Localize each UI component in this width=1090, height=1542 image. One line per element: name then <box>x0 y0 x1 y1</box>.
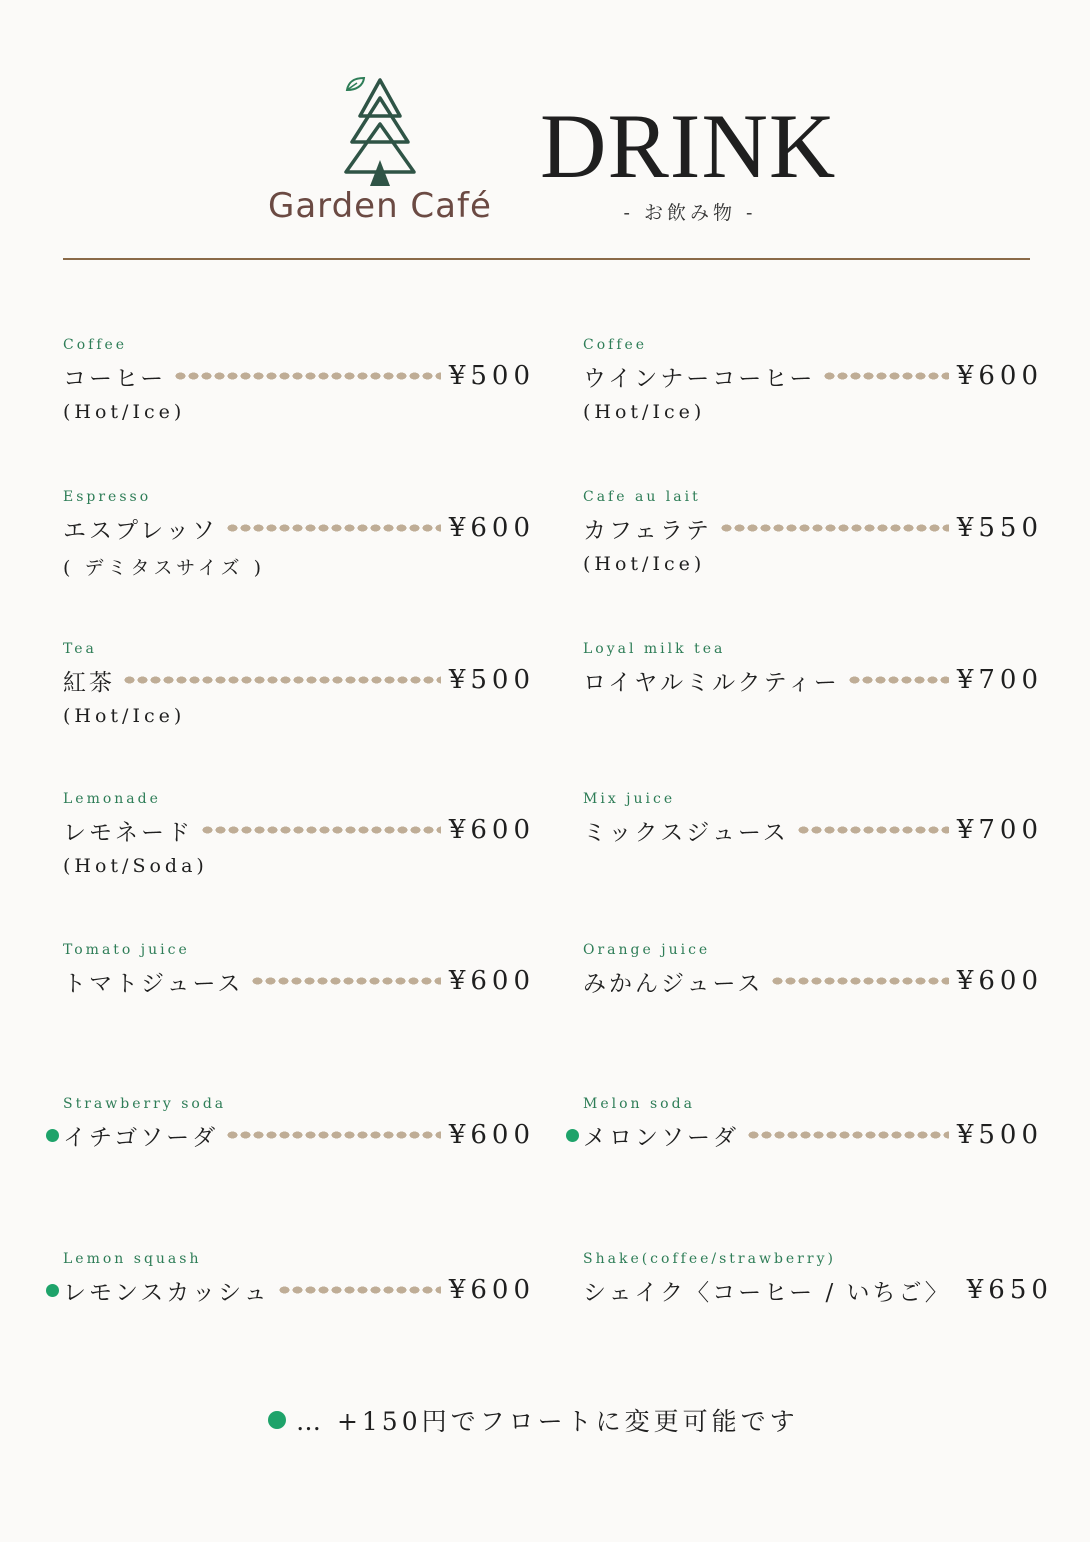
item-name: エスプレッソ <box>63 517 218 544</box>
dot-leader <box>226 524 441 532</box>
header-divider <box>63 258 1030 260</box>
item-note: (Hot/Ice) <box>63 401 186 423</box>
item-english-name: Coffee <box>63 337 128 353</box>
item-name: イチゴソーダ <box>63 1124 219 1151</box>
menu-item <box>63 489 535 599</box>
item-name: レモンスカッシュ <box>63 1279 270 1306</box>
menu-item <box>583 641 1043 751</box>
dot-leader <box>848 676 949 684</box>
menu-item <box>63 942 535 1052</box>
item-price: ¥500 <box>448 361 535 391</box>
item-price: ¥500 <box>448 665 535 695</box>
item-name: トマトジュース <box>63 970 244 997</box>
menu-item <box>46 1251 535 1361</box>
garden-cafe-logo <box>262 72 502 232</box>
dot-leader <box>174 372 441 380</box>
menu-item <box>63 337 535 447</box>
item-note: ( デミタスサイズ ) <box>63 557 266 579</box>
menu-item <box>46 1096 535 1206</box>
item-english-name: Shake(coffee/strawberry) <box>583 1251 836 1267</box>
menu-item <box>583 942 1043 1052</box>
item-english-name: Mix juice <box>583 791 676 807</box>
item-note: (Hot/Soda) <box>63 855 208 877</box>
item-price: ¥650 <box>966 1275 1053 1305</box>
item-english-name: Melon soda <box>583 1096 695 1112</box>
item-price: ¥600 <box>448 513 535 543</box>
menu-item <box>583 489 1043 599</box>
item-name: みかんジュース <box>583 970 764 997</box>
menu-subtitle: - お飲み物 - <box>623 202 757 224</box>
float-note-text: … +150円でフロートに変更可能です <box>296 1407 799 1436</box>
item-name: ウインナーコーヒー <box>583 365 816 392</box>
tree-icon <box>344 76 416 188</box>
item-english-name: Coffee <box>583 337 648 353</box>
item-price: ¥600 <box>956 966 1043 996</box>
menu-title: DRINK <box>540 95 837 197</box>
item-name: ロイヤルミルクティー <box>583 669 840 696</box>
item-price: ¥700 <box>956 815 1043 845</box>
item-english-name: Lemonade <box>63 791 161 807</box>
item-english-name: Tea <box>63 641 97 657</box>
item-name: コーヒー <box>63 365 167 392</box>
float-dot-icon <box>46 1284 59 1297</box>
item-english-name: Lemon squash <box>63 1251 202 1267</box>
item-name: シェイク〈コーヒー / いちご〉 <box>583 1279 951 1306</box>
menu-item <box>566 1096 1043 1206</box>
item-note: (Hot/Ice) <box>583 553 706 575</box>
menu-item <box>63 641 535 751</box>
item-english-name: Loyal milk tea <box>583 641 726 657</box>
dot-leader <box>823 372 948 380</box>
item-name: メロンソーダ <box>583 1124 739 1151</box>
brand-name: Garden Café <box>268 186 492 226</box>
menu-item <box>583 791 1043 901</box>
item-note: (Hot/Ice) <box>63 705 186 727</box>
dot-leader <box>278 1286 441 1294</box>
item-english-name: Cafe au lait <box>583 489 701 505</box>
float-dot-icon <box>46 1129 59 1142</box>
dot-leader <box>201 826 441 834</box>
item-english-name: Strawberry soda <box>63 1096 227 1112</box>
float-dot-icon <box>268 1411 286 1429</box>
dot-leader <box>747 1131 949 1139</box>
item-name: レモネード <box>63 819 193 846</box>
item-price: ¥600 <box>448 1120 535 1150</box>
item-price: ¥500 <box>956 1120 1043 1150</box>
float-dot-icon <box>566 1129 579 1142</box>
item-name: カフェラテ <box>583 517 712 544</box>
dot-leader <box>720 524 949 532</box>
float-note <box>268 1402 799 1438</box>
item-price: ¥600 <box>448 1275 535 1305</box>
item-price: ¥550 <box>956 513 1043 543</box>
leaf-icon <box>344 76 366 92</box>
menu-item <box>583 1251 1053 1361</box>
menu-item <box>583 337 1043 447</box>
item-english-name: Orange juice <box>583 942 711 958</box>
dot-leader <box>797 826 949 834</box>
item-price: ¥600 <box>448 966 535 996</box>
item-name: ミックスジュース <box>583 819 789 846</box>
item-english-name: Tomato juice <box>63 942 190 958</box>
dot-leader <box>771 977 948 985</box>
dot-leader <box>251 977 440 985</box>
item-name: 紅茶 <box>63 669 115 696</box>
item-price: ¥600 <box>448 815 535 845</box>
item-english-name: Espresso <box>63 489 152 505</box>
item-price: ¥700 <box>956 665 1043 695</box>
item-note: (Hot/Ice) <box>583 401 706 423</box>
dot-leader <box>123 676 441 684</box>
item-price: ¥600 <box>956 361 1043 391</box>
menu-item <box>63 791 535 901</box>
dot-leader <box>226 1131 441 1139</box>
